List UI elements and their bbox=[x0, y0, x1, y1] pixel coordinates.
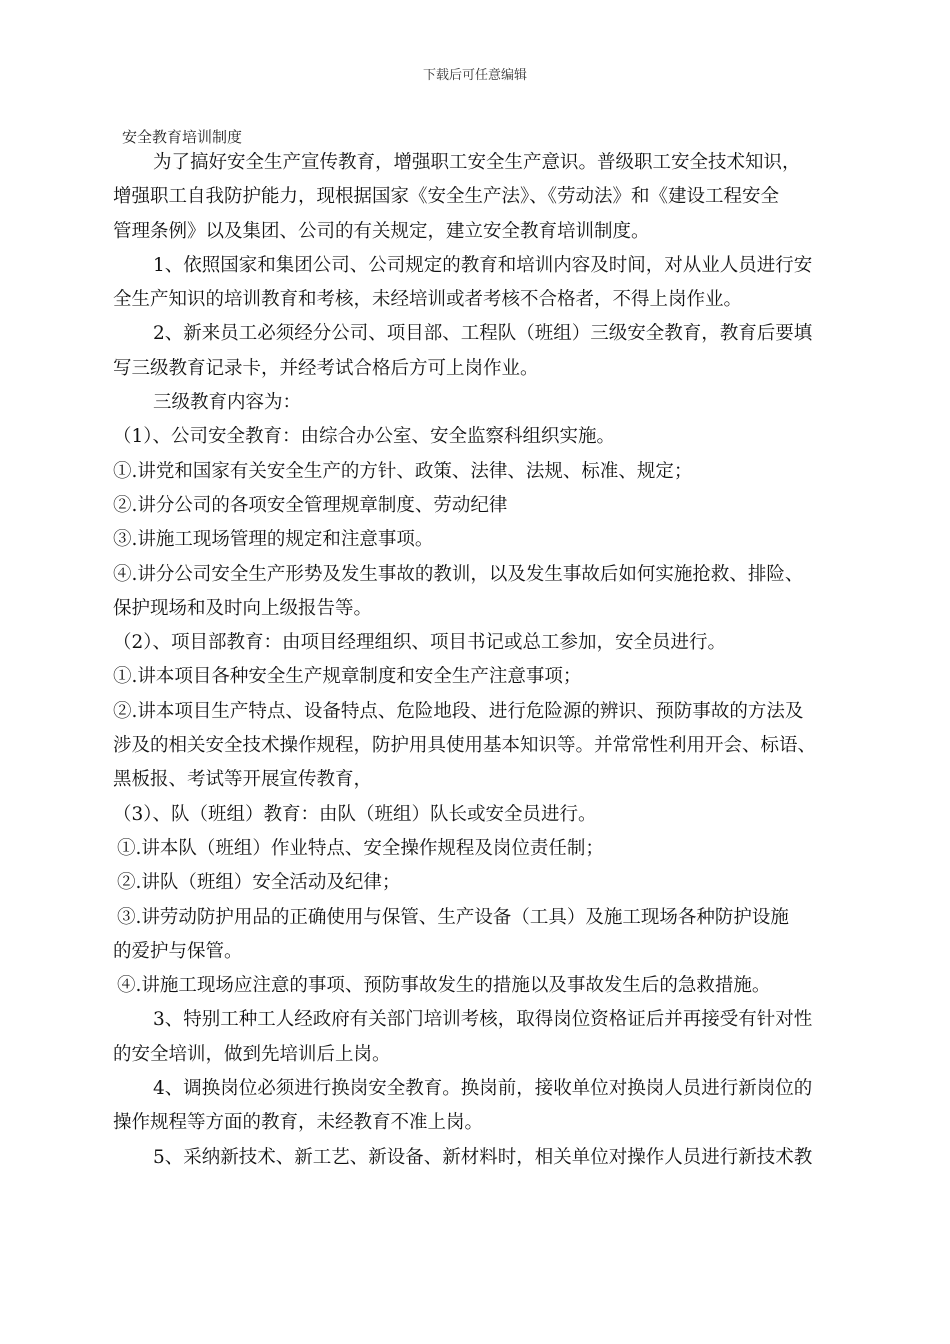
text-line: 操作规程等方面的教育，未经教育不准上岗。 bbox=[113, 1112, 484, 1134]
text-line: 的安全培训，做到先培训后上岗。 bbox=[113, 1043, 391, 1065]
text-line: 4、调换岗位必须进行换岗安全教育。换岗前，接收单位对换岗人员进行新岗位的 bbox=[153, 1078, 813, 1100]
text-line: 黑板报、考试等开展宣传教育， bbox=[113, 769, 373, 791]
text-line: ③.讲施工现场管理的规定和注意事项。 bbox=[113, 529, 434, 551]
text-line: ④.讲分公司安全生产形势及发生事故的教训，以及发生事故后如何实施抢救、排险、 bbox=[113, 563, 804, 585]
document-title: 安全教育培训制度 bbox=[122, 128, 243, 146]
document-body bbox=[113, 146, 853, 1175]
text-line: 管理条例》以及集团、公司的有关规定，建立安全教育培训制度。 bbox=[113, 220, 650, 242]
text-line: 的爱护与保管。 bbox=[113, 940, 243, 962]
text-line: ③.讲劳动防护用品的正确使用与保管、生产设备（工具）及施工现场各种防护设施 bbox=[117, 906, 789, 928]
text-line: 5、采纳新技术、新工艺、新设备、新材料时，相关单位对操作人员进行新技术教 bbox=[153, 1146, 813, 1168]
text-line: ①.讲本项目各种安全生产规章制度和安全生产注意事项； bbox=[113, 666, 582, 688]
text-line: ①.讲党和国家有关安全生产的方针、政策、法律、法规、标准、规定； bbox=[113, 460, 693, 482]
text-line: 3、特别工种工人经政府有关部门培训考核，取得岗位资格证后并再接受有针对性 bbox=[153, 1009, 813, 1031]
text-line: ②.讲分公司的各项安全管理规章制度、劳动纪律 bbox=[113, 494, 508, 516]
text-line: ①.讲本队（班组）作业特点、安全操作规程及岗位责任制； bbox=[117, 837, 604, 859]
text-line: 2、新来员工必须经分公司、项目部、工程队（班组）三级安全教育，教育后要填 bbox=[153, 323, 813, 345]
text-line: （2）、项目部教育：由项目经理组织、项目书记或总工参加，安全员进行。 bbox=[113, 632, 727, 654]
text-line: 为了搞好安全生产宣传教育，增强职工安全生产意识。普级职工安全技术知识， bbox=[153, 152, 801, 173]
text-line: 写三级教育记录卡，并经考试合格后方可上岗作业。 bbox=[113, 357, 539, 379]
text-line: ②.讲本项目生产特点、设备特点、危险地段、进行危险源的辨识、预防事故的方法及 bbox=[113, 700, 804, 722]
text-line: 保护现场和及时向上级报告等。 bbox=[113, 597, 373, 619]
text-line: 三级教育内容为： bbox=[153, 392, 302, 414]
page-header: 下载后可任意编辑 bbox=[422, 68, 527, 83]
text-line: 1、依照国家和集团公司、公司规定的教育和培训内容及时间，对从业人员进行安 bbox=[153, 254, 813, 276]
text-line: ②.讲队（班组）安全活动及纪律； bbox=[117, 872, 401, 894]
text-line: 涉及的相关安全技术操作规程，防护用具使用基本知识等。并常常性利用开会、标语、 bbox=[113, 735, 817, 757]
text-line: 增强职工自我防护能力，现根据国家《安全生产法》、《劳动法》和《建设工程安全 bbox=[113, 186, 780, 208]
text-line: 全生产知识的培训教育和考核，未经培训或者考核不合格者，不得上岗作业。 bbox=[113, 289, 743, 311]
text-line: ④.讲施工现场应注意的事项、预防事故发生的措施以及事故发生后的急救措施。 bbox=[117, 975, 771, 997]
text-line: （3）、队（班组）教育：由队（班组）队长或安全员进行。 bbox=[113, 803, 597, 825]
text-line: （1）、公司安全教育：由综合办公室、安全监察科组织实施。 bbox=[113, 426, 616, 448]
